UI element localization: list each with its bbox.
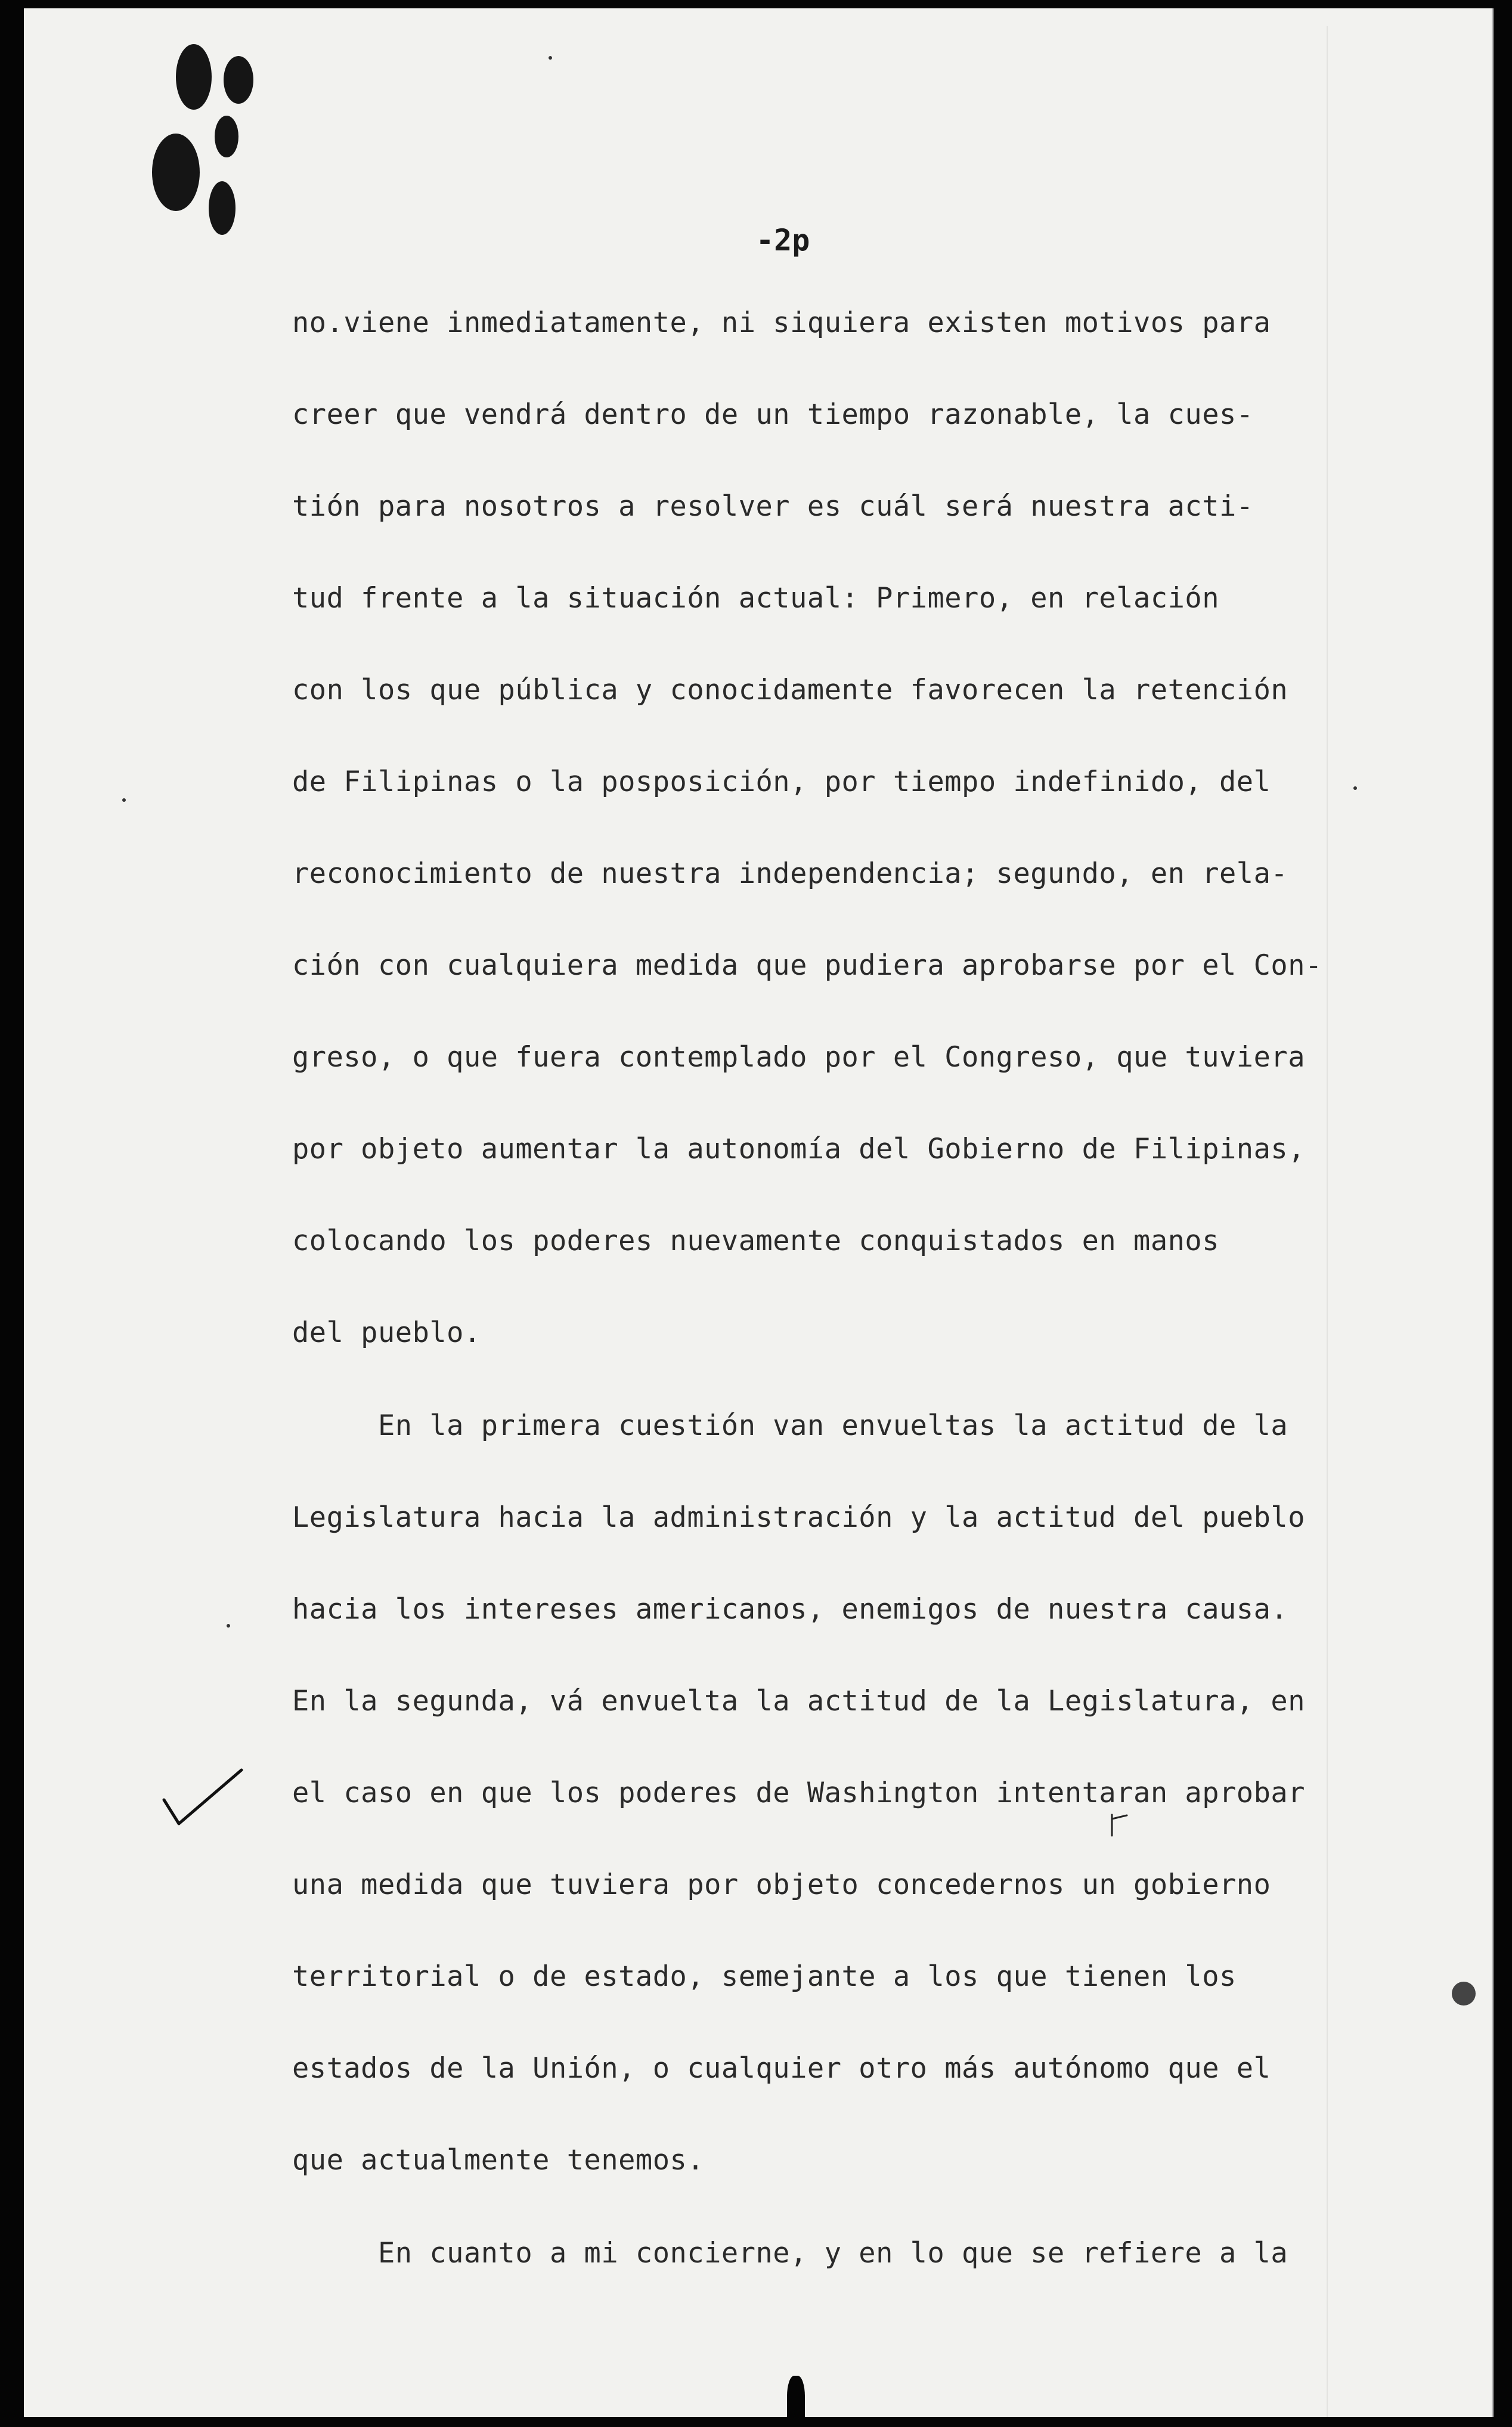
ink-stain	[176, 44, 212, 110]
text-line: hacia los intereses americanos, enemigos de nuestra causa.	[292, 1593, 1288, 1626]
ink-stain	[1452, 1982, 1476, 2006]
text-line: con los que pública y conocidamente favorecen la retención	[292, 674, 1288, 706]
text-line: tud frente a la situación actual: Primero, en relación	[292, 582, 1220, 615]
typewritten-page	[24, 8, 1494, 2417]
margin-mark	[1353, 786, 1357, 790]
text-line: tión para nosotros a resolver es cuál será nuestra acti-	[292, 490, 1254, 523]
text-line: no.viene inmediatamente, ni siquiera existen motivos para	[292, 306, 1271, 339]
text-line: el caso en que los poderes de Washington intentaran aprobar	[292, 1777, 1305, 1809]
text-line: greso, o que fuera contemplado por el Congreso, que tuviera	[292, 1041, 1305, 1074]
text-line: estados de la Unión, o cualquier otro más autónomo que el	[292, 2052, 1271, 2085]
ink-stain	[224, 56, 253, 104]
text-line: En la primera cuestión van envueltas la actitud de la	[292, 1409, 1288, 1442]
scan-notch	[787, 2376, 805, 2427]
text-line: por objeto aumentar la autonomía del Gobierno de Filipinas,	[292, 1133, 1305, 1166]
text-line: En cuanto a mi concierne, y en lo que se refiere a la	[292, 2237, 1288, 2270]
margin-mark	[227, 1624, 230, 1628]
margin-mark	[122, 798, 126, 802]
text-line: que actualmente tenemos.	[292, 2144, 705, 2177]
page-number: -2p	[756, 223, 810, 258]
text-line: del pueblo.	[292, 1316, 481, 1349]
paper-crease	[1327, 26, 1328, 2417]
text-line: creer que vendrá dentro de un tiempo razonable, la cues-	[292, 398, 1254, 431]
text-line: una medida que tuviera por objeto concedernos un gobierno	[292, 1868, 1271, 1901]
text-line: de Filipinas o la posposición, por tiempo indefinido, del	[292, 765, 1271, 798]
margin-mark	[549, 56, 552, 60]
text-line: ción con cualquiera medida que pudiera aprobarse por el Con-	[292, 949, 1322, 982]
ink-stain	[209, 181, 236, 235]
text-line: En la segunda, vá envuelta la actitud de la Legislatura, en	[292, 1685, 1305, 1718]
edit-mark-icon	[1109, 1812, 1133, 1839]
ink-stain	[152, 134, 200, 211]
ink-stain	[215, 116, 238, 157]
text-line: Legislatura hacia la administración y la actitud del pueblo	[292, 1501, 1305, 1534]
checkmark-icon	[161, 1767, 244, 1827]
text-line: territorial o de estado, semejante a los que tienen los	[292, 1960, 1237, 1993]
text-line: reconocimiento de nuestra independencia; segundo, en rela-	[292, 857, 1288, 890]
text-line: colocando los poderes nuevamente conquistados en manos	[292, 1225, 1220, 1257]
